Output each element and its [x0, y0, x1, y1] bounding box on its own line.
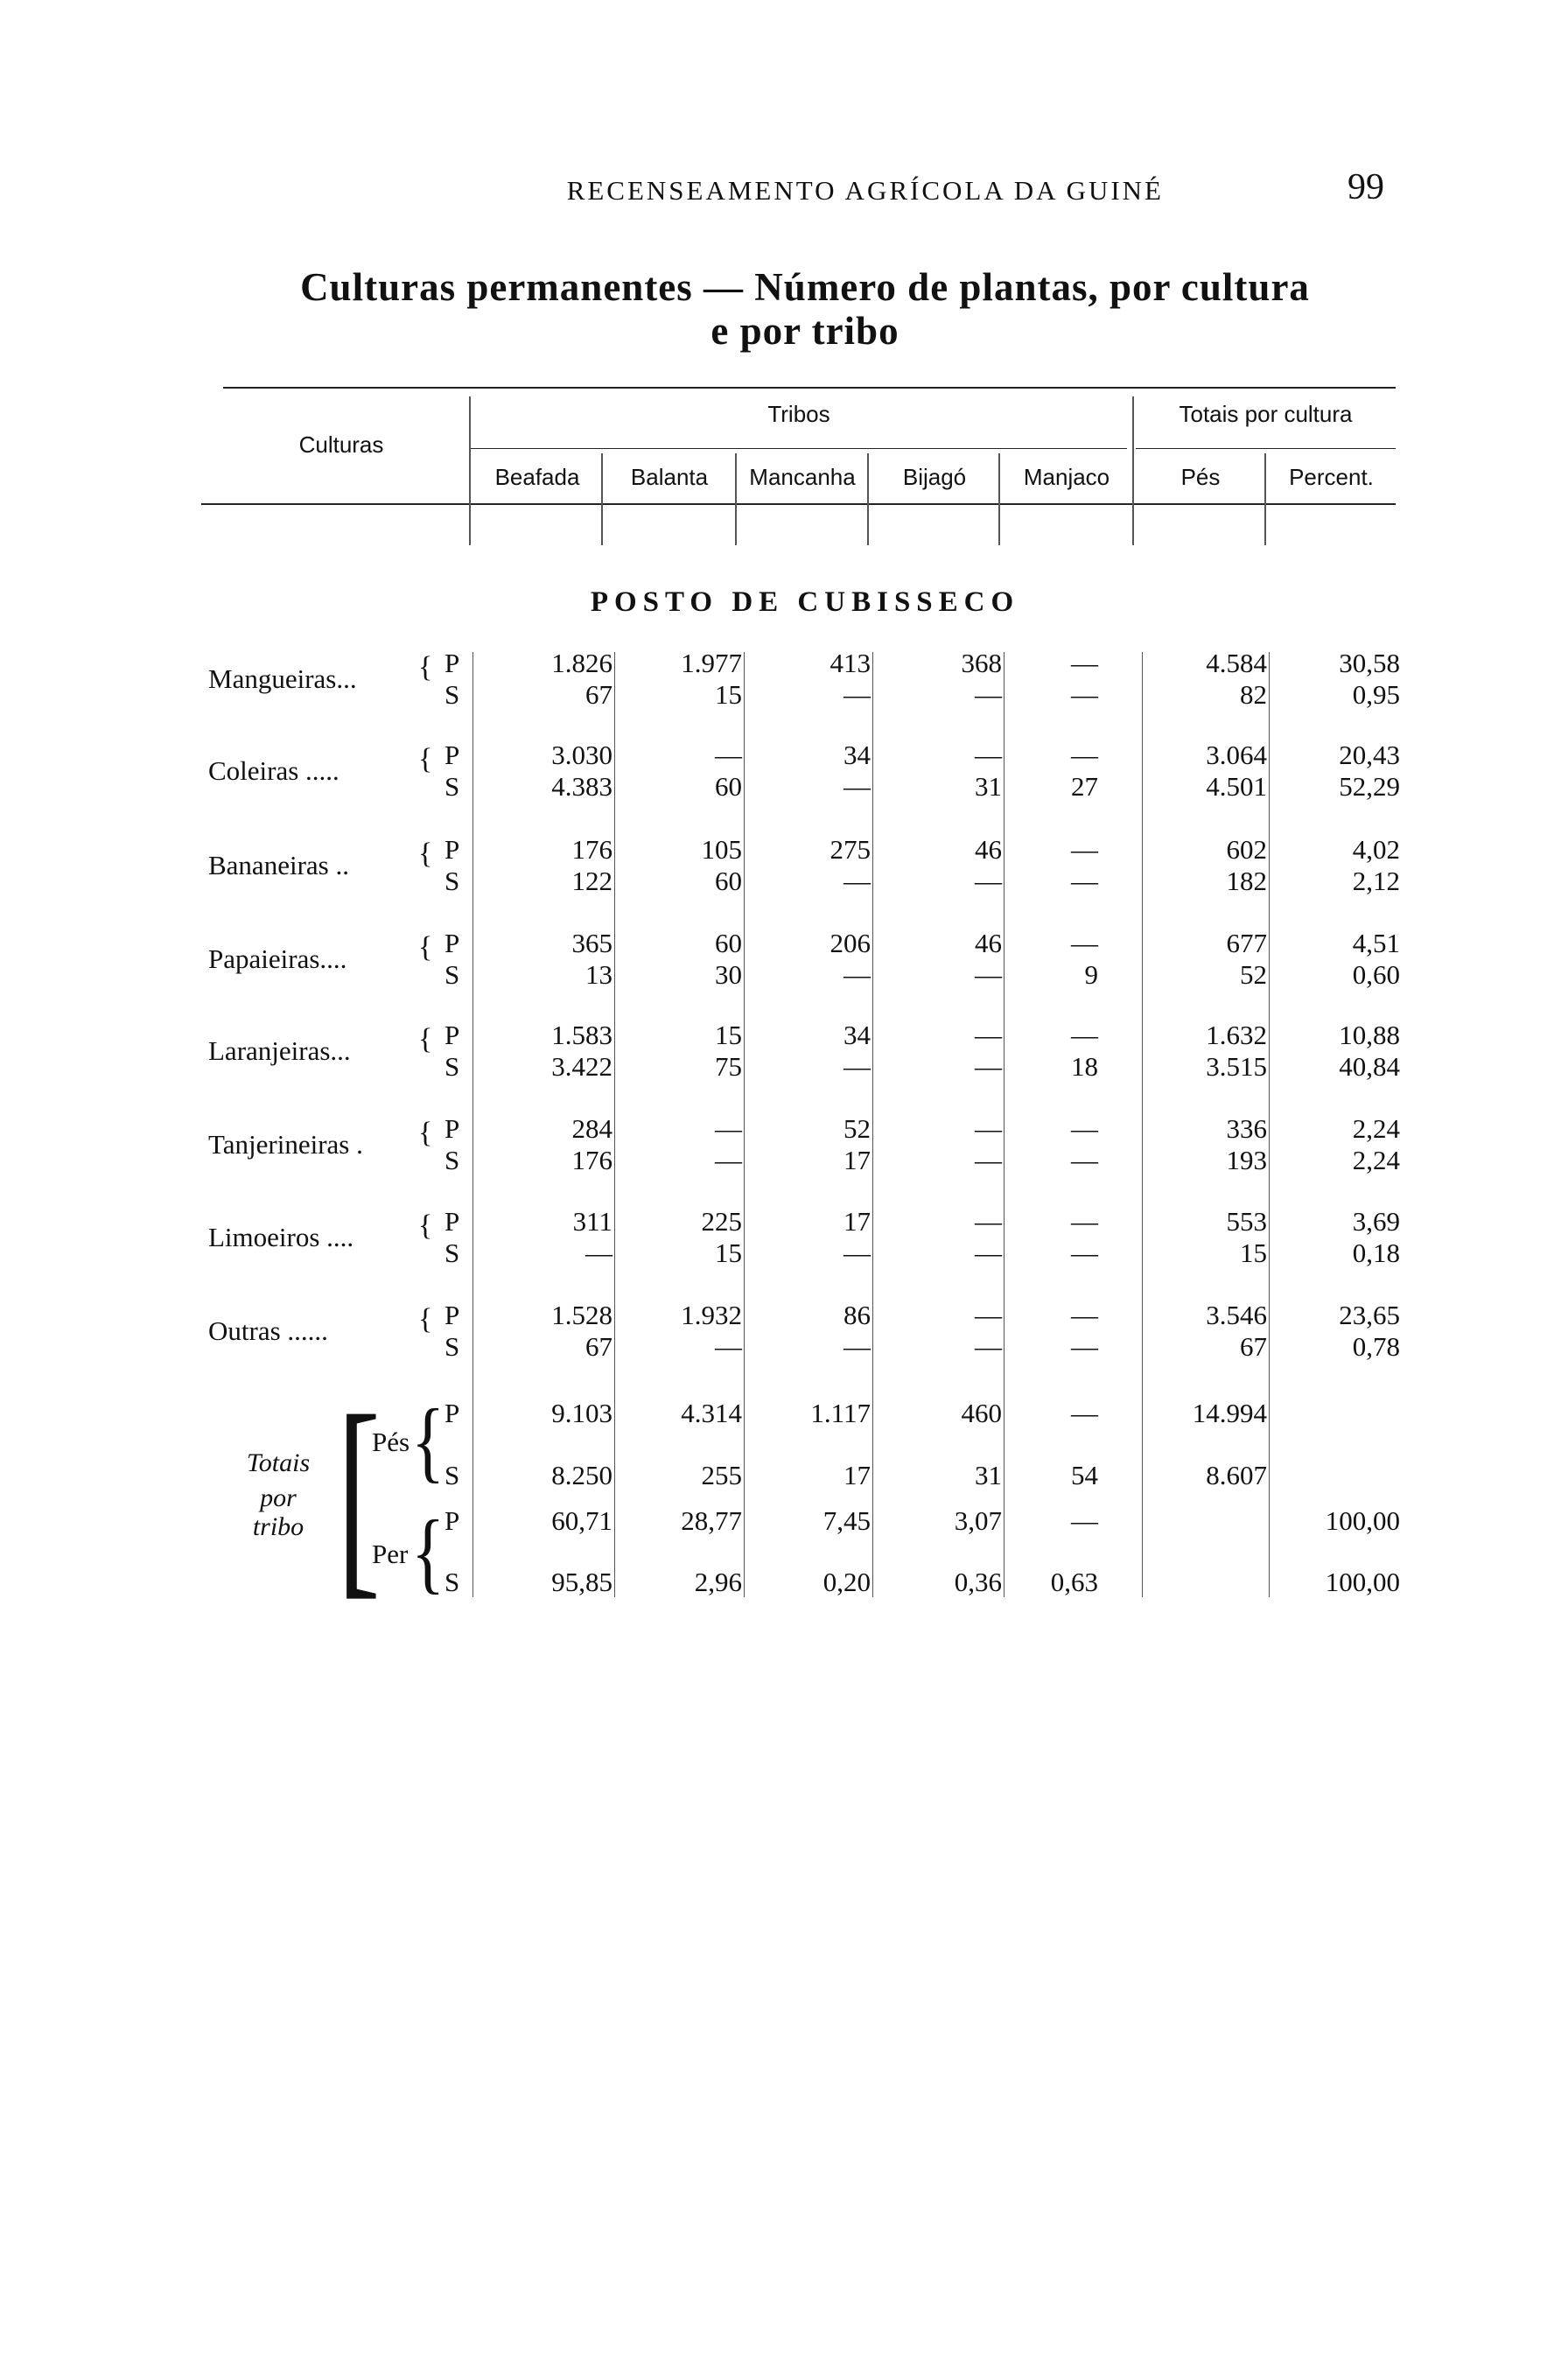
cell-s: 176 — [571, 1145, 612, 1175]
cell-p: 4,51 — [1352, 928, 1400, 958]
column-header-4: Manjaco — [1023, 464, 1110, 490]
cell-s: 52,29 — [1339, 771, 1400, 802]
cell-p: — — [975, 740, 1002, 770]
cell-p: 4.584 — [1206, 648, 1267, 678]
cell-p: — — [975, 1113, 1002, 1144]
cell-p: — — [975, 1020, 1002, 1050]
row-brace: { — [418, 651, 433, 684]
cell-s: 13 — [585, 959, 612, 990]
cell-s: — — [975, 679, 1002, 710]
s-label: S — [444, 771, 460, 802]
column-header-1: Balanta — [630, 464, 709, 490]
crop-label: Mangueiras... — [208, 663, 357, 694]
cell-p: — — [975, 1206, 1002, 1237]
s-label: S — [444, 1567, 460, 1597]
body-divider — [472, 652, 473, 1597]
cell-p: 3.546 — [1206, 1300, 1267, 1330]
row-brace: { — [418, 1303, 433, 1336]
column-header-5: Pés — [1180, 464, 1221, 490]
cell-p: 225 — [701, 1206, 742, 1237]
cell-s: — — [975, 1238, 1002, 1268]
s-label: S — [444, 1331, 460, 1362]
row-brace: { — [418, 1117, 433, 1149]
cell-s: — — [844, 1331, 871, 1362]
table-title-line-1: Culturas permanentes — Número de plantas, por cultura — [300, 265, 1310, 309]
cell-p: 1.632 — [1206, 1020, 1267, 1050]
cell-p: 365 — [571, 928, 612, 958]
header-totais-por-cultura: Totais por cultura — [1179, 401, 1353, 427]
col-divider — [867, 453, 869, 545]
cell-s: 193 — [1226, 1145, 1267, 1175]
cell-p: 46 — [975, 834, 1002, 865]
cell-s: — — [844, 959, 871, 990]
cell-p: — — [975, 1300, 1002, 1330]
cell-s: — — [585, 1238, 612, 1268]
cell-p: 336 — [1226, 1113, 1267, 1144]
cell-s: 4.501 — [1206, 771, 1267, 802]
cell-p: 413 — [830, 648, 871, 678]
cell-p: 3.030 — [551, 740, 612, 770]
cell-s: 17 — [844, 1145, 871, 1175]
totais-underline — [1136, 448, 1396, 449]
crop-label: Bananeiras .. — [208, 850, 349, 880]
totals-cell: 0,63 — [1050, 1567, 1098, 1597]
cell-p: 275 — [830, 834, 871, 865]
cell-s: 30 — [715, 959, 742, 990]
body-divider — [1142, 652, 1143, 1597]
cell-s: — — [844, 1238, 871, 1268]
cell-p: 3,69 — [1352, 1206, 1400, 1237]
cell-p: 46 — [975, 928, 1002, 958]
cell-s: 15 — [1240, 1238, 1267, 1268]
totals-cell: 9.103 — [551, 1398, 612, 1428]
cell-p: 105 — [701, 834, 742, 865]
totals-cell: 17 — [844, 1460, 871, 1490]
body-divider — [872, 652, 873, 1597]
totals-cell: 28,77 — [681, 1505, 742, 1536]
cell-s: — — [844, 679, 871, 710]
cell-p: 311 — [572, 1206, 612, 1237]
cell-p: — — [1071, 740, 1098, 770]
totals-cell: 0,20 — [822, 1567, 871, 1597]
cell-p: 15 — [715, 1020, 742, 1050]
cell-s: 2,12 — [1352, 866, 1400, 896]
row-brace: { — [418, 743, 433, 775]
totals-cell: 255 — [701, 1460, 742, 1490]
cell-s: — — [975, 1051, 1002, 1082]
crop-label: Laranjeiras... — [208, 1035, 351, 1066]
cell-p: — — [1071, 648, 1098, 678]
body-divider — [614, 652, 615, 1597]
header-culturas: Culturas — [298, 431, 384, 458]
col-divider — [735, 453, 737, 545]
cell-s: 4.383 — [551, 771, 612, 802]
crop-label: Tanjerineiras . — [208, 1129, 363, 1160]
cell-p: 86 — [844, 1300, 871, 1330]
totals-cell: — — [1071, 1505, 1098, 1536]
cell-p: 176 — [571, 834, 612, 865]
cell-s: 0,95 — [1352, 679, 1400, 710]
cell-p: 1.826 — [551, 648, 612, 678]
cell-p: 34 — [844, 1020, 871, 1050]
row-brace: { — [418, 1210, 433, 1242]
cell-p: 1.932 — [681, 1300, 742, 1330]
cell-s: — — [844, 771, 871, 802]
totals-outer-brace: [ — [337, 1371, 381, 1618]
cell-p: 368 — [961, 648, 1002, 678]
totals-label-line-3: tribo — [252, 1512, 304, 1541]
column-header-3: Bijagó — [902, 464, 967, 490]
cell-s: 3.515 — [1206, 1051, 1267, 1082]
cell-s: — — [1071, 1145, 1098, 1175]
cell-s: 52 — [1240, 959, 1267, 990]
p-label: P — [444, 1300, 460, 1330]
cell-s: — — [975, 1145, 1002, 1175]
cell-s: — — [975, 1331, 1002, 1362]
cell-s: 31 — [975, 771, 1002, 802]
cell-s: — — [1071, 679, 1098, 710]
col-divider-tribos-totais — [1132, 396, 1134, 545]
cell-s: 0,78 — [1352, 1331, 1400, 1362]
cell-s: 9 — [1084, 959, 1098, 990]
column-header-6: Percent. — [1289, 464, 1374, 490]
row-brace: { — [418, 931, 433, 964]
cell-p: 3.064 — [1206, 740, 1267, 770]
totals-cell: 100,00 — [1325, 1505, 1400, 1536]
s-label: S — [444, 959, 460, 990]
s-label: S — [444, 1051, 460, 1082]
header-tribos: Tribos — [767, 401, 830, 427]
cell-p: 206 — [830, 928, 871, 958]
cell-s: 0,60 — [1352, 959, 1400, 990]
cell-s: — — [844, 1051, 871, 1082]
cell-s: — — [1071, 1238, 1098, 1268]
cell-p: 30,58 — [1339, 648, 1400, 678]
cell-p: 20,43 — [1339, 740, 1400, 770]
totals-cell: 8.250 — [551, 1460, 612, 1490]
body-divider — [744, 652, 745, 1597]
cell-p: — — [715, 740, 742, 770]
cell-s: 75 — [715, 1051, 742, 1082]
cell-p: 602 — [1226, 834, 1267, 865]
cell-s: 2,24 — [1352, 1145, 1400, 1175]
cell-s: — — [715, 1331, 742, 1362]
p-label: P — [444, 928, 460, 958]
totals-cell: 4.314 — [681, 1398, 742, 1428]
section-title: POSTO DE CUBISSECO — [590, 586, 1020, 618]
crop-label: Coleiras ..... — [208, 755, 340, 786]
totals-cell: 0,36 — [954, 1567, 1002, 1597]
row-brace: { — [418, 838, 433, 870]
cell-s: 60 — [715, 771, 742, 802]
cell-s: — — [844, 866, 871, 896]
cell-p: 677 — [1226, 928, 1267, 958]
cell-s: 3.422 — [551, 1051, 612, 1082]
cell-s: 82 — [1240, 679, 1267, 710]
column-header-2: Mancanha — [749, 464, 856, 490]
cell-s: 67 — [585, 1331, 612, 1362]
cell-s: 182 — [1226, 866, 1267, 896]
cell-p: — — [1071, 1206, 1098, 1237]
cell-p: 284 — [571, 1113, 612, 1144]
column-header-0: Beafada — [494, 464, 580, 490]
cell-p: — — [1071, 1113, 1098, 1144]
cell-s: — — [1071, 1331, 1098, 1362]
cell-p: 23,65 — [1339, 1300, 1400, 1330]
cell-s: — — [715, 1145, 742, 1175]
totals-cell: — — [1071, 1398, 1098, 1428]
per-label: Per — [372, 1539, 409, 1569]
cell-s: 15 — [715, 1238, 742, 1268]
totals-cell: 60,71 — [551, 1505, 612, 1536]
s-label: S — [444, 1460, 460, 1490]
totals-cell: 95,85 — [551, 1567, 612, 1597]
totals-cell: 54 — [1071, 1460, 1098, 1490]
pes-brace: { — [411, 1391, 445, 1492]
cell-s: 60 — [715, 866, 742, 896]
totals-cell: 31 — [975, 1460, 1002, 1490]
cell-s: — — [975, 959, 1002, 990]
p-label: P — [444, 834, 460, 865]
p-label: P — [444, 648, 460, 678]
cell-p: 17 — [844, 1206, 871, 1237]
totals-cell: 2,96 — [694, 1567, 742, 1597]
cell-p: — — [1071, 1300, 1098, 1330]
cell-s: 0,18 — [1352, 1238, 1400, 1268]
cell-p: 52 — [844, 1113, 871, 1144]
running-head: RECENSEAMENTO AGRÍCOLA DA GUINÉ — [566, 175, 1164, 206]
totals-label-line-2: por — [260, 1483, 297, 1512]
totals-cell: 7,45 — [822, 1505, 871, 1536]
cell-s: 122 — [571, 866, 612, 896]
cell-s: — — [1071, 866, 1098, 896]
cell-s: 15 — [715, 679, 742, 710]
cell-p: 553 — [1226, 1206, 1267, 1237]
s-label: S — [444, 679, 460, 710]
cell-p: — — [715, 1113, 742, 1144]
cell-p: — — [1071, 928, 1098, 958]
cell-p: — — [1071, 1020, 1098, 1050]
page-number: 99 — [1348, 167, 1384, 207]
cell-p: 4,02 — [1352, 834, 1400, 865]
header-bottom-rule — [201, 503, 1396, 505]
per-brace: { — [411, 1502, 445, 1603]
cell-p: — — [1071, 834, 1098, 865]
p-label: P — [444, 1398, 460, 1428]
cell-p: 1.977 — [681, 648, 742, 678]
header-top-rule — [223, 387, 1396, 389]
cell-s: 67 — [585, 679, 612, 710]
cell-p: 34 — [844, 740, 871, 770]
cell-s: — — [975, 866, 1002, 896]
totals-label-line-1: Totais — [246, 1448, 311, 1477]
totals-cell: 460 — [961, 1398, 1002, 1428]
totals-cell: 3,07 — [954, 1505, 1002, 1536]
p-label: P — [444, 1206, 460, 1237]
pes-label: Pés — [372, 1427, 410, 1457]
crop-label: Outras ...... — [208, 1315, 328, 1346]
s-label: S — [444, 1145, 460, 1175]
p-label: P — [444, 1505, 460, 1536]
crop-label: Limoeiros .... — [208, 1222, 354, 1252]
totals-cell: 1.117 — [810, 1398, 871, 1428]
cell-s: 18 — [1071, 1051, 1098, 1082]
cell-p: 1.583 — [551, 1020, 612, 1050]
crop-label: Papaieiras.... — [208, 943, 347, 974]
row-brace: { — [418, 1023, 433, 1055]
cell-p: 2,24 — [1352, 1113, 1400, 1144]
cell-s: 40,84 — [1339, 1051, 1400, 1082]
p-label: P — [444, 740, 460, 770]
p-label: P — [444, 1020, 460, 1050]
p-label: P — [444, 1113, 460, 1144]
cell-s: 27 — [1071, 771, 1098, 802]
cell-p: 1.528 — [551, 1300, 612, 1330]
cell-p: 60 — [715, 928, 742, 958]
tribos-underline — [471, 448, 1127, 449]
body-divider — [1269, 652, 1270, 1597]
totals-cell: 100,00 — [1325, 1567, 1400, 1597]
table-title-line-2: e por tribo — [710, 309, 900, 353]
cell-s: 67 — [1240, 1331, 1267, 1362]
s-label: S — [444, 866, 460, 896]
s-label: S — [444, 1238, 460, 1268]
totals-cell: 8.607 — [1206, 1460, 1267, 1490]
cell-p: 10,88 — [1339, 1020, 1400, 1050]
totals-cell: 14.994 — [1192, 1398, 1267, 1428]
